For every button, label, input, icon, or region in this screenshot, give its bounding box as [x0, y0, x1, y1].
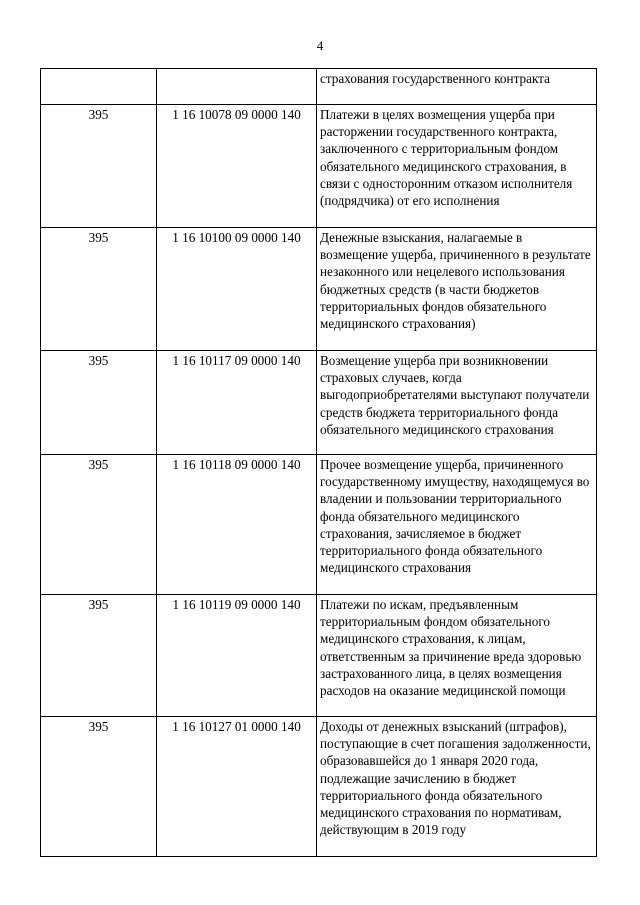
admin-code-cell: 395	[41, 351, 157, 455]
admin-code-cell: 395	[41, 455, 157, 595]
revenue-code-cell	[157, 69, 317, 105]
revenue-name-cell: Платежи по искам, предъявленным территориальным фондом обязательного медицинского страхования, к лицам, ответственным за причинение вреда здоровью застрахованного лица, в целях возмещения расходов на оказание медицинской помощи	[317, 595, 597, 717]
revenue-code-cell: 1 16 10117 09 0000 140	[157, 351, 317, 455]
page-number: 4	[316, 38, 324, 53]
revenue-name-cell: Возмещение ущерба при возникновении страховых случаев, когда выгодоприобретателями выступают получатели средств бюджета территориального фонда обязательного медицинского страхования	[317, 351, 597, 455]
table-row	[41, 351, 597, 455]
table-row	[41, 717, 597, 857]
budget-revenue-table	[40, 68, 597, 857]
revenue-name-cell: страхования государственного контракта	[317, 69, 597, 105]
revenue-code-cell: 1 16 10127 01 0000 140	[157, 717, 317, 857]
revenue-name-cell: Денежные взыскания, налагаемые в возмещение ущерба, причиненного в результате незаконного или нецелевого использования бюджетных средств (в части бюджетов территориальных фондов обязательного медицинского страхования)	[317, 228, 597, 351]
admin-code-cell: 395	[41, 105, 157, 228]
revenue-code-cell: 1 16 10118 09 0000 140	[157, 455, 317, 595]
admin-code-cell: 395	[41, 717, 157, 857]
revenue-code-cell: 1 16 10100 09 0000 140	[157, 228, 317, 351]
revenue-name-cell: Доходы от денежных взысканий (штрафов), поступающие в счет погашения задолженности, образовавшейся до 1 января 2020 года, подлежащие зачислению в бюджет территориального фонда обязательного медицинского страхования по нормативам, действующим в 2019 году	[317, 717, 597, 857]
admin-code-cell: 395	[41, 228, 157, 351]
admin-code-cell	[41, 69, 157, 105]
table-row	[41, 69, 597, 105]
table-row	[41, 105, 597, 228]
table-row	[41, 228, 597, 351]
revenue-name-cell: Прочее возмещение ущерба, причиненного государственному имуществу, находящемуся во владении и пользовании территориального фонда обязательного медицинского страхования, зачисляемое в бюджет территориального фонда обязательного медицинского страхования	[317, 455, 597, 595]
revenue-code-cell: 1 16 10119 09 0000 140	[157, 595, 317, 717]
revenue-name-cell: Платежи в целях возмещения ущерба при расторжении государственного контракта, заключенного с территориальным фондом обязательного медицинского страхования, в связи с односторонним отказом исполнителя (подрядчика) от его исполнения	[317, 105, 597, 228]
revenue-code-cell: 1 16 10078 09 0000 140	[157, 105, 317, 228]
admin-code-cell: 395	[41, 595, 157, 717]
table-row	[41, 595, 597, 717]
table-row	[41, 455, 597, 595]
